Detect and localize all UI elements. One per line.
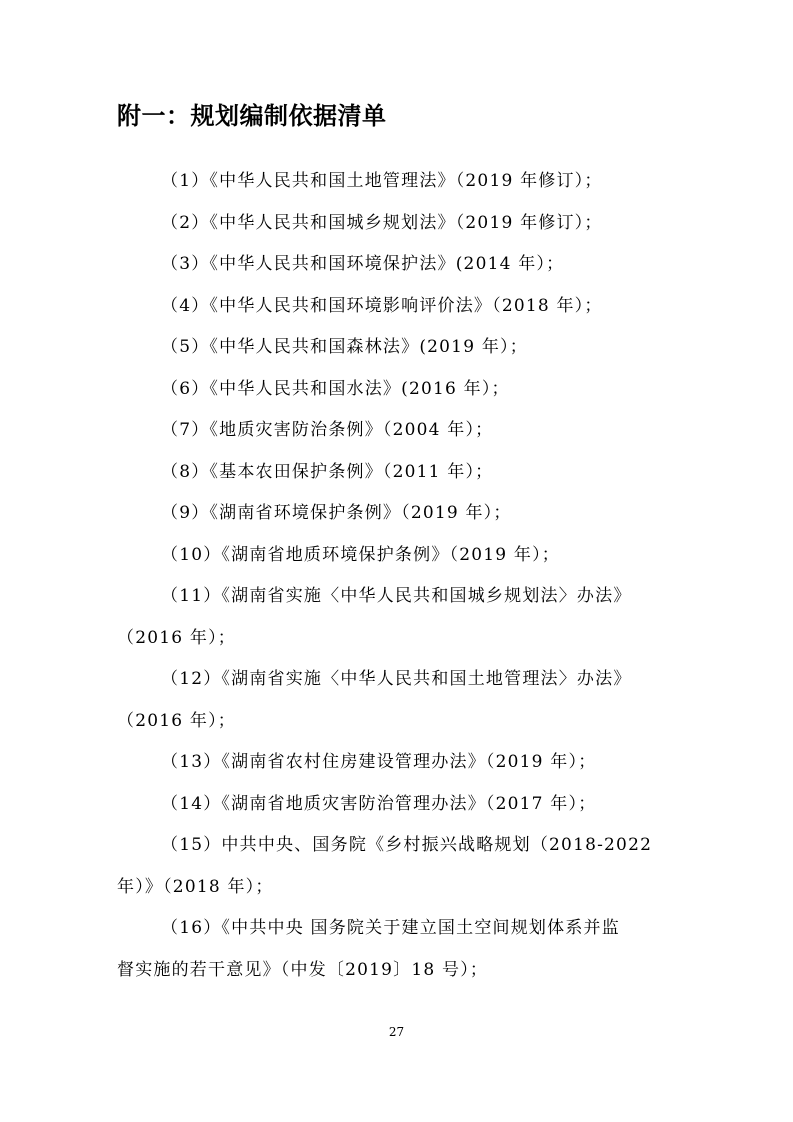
list-item-text: （6）《中华人民共和国水法》(2016 年）； <box>161 378 510 399</box>
list-item-continuation: 督实施的若干意见》（中发〔2019〕18 号）； <box>117 959 489 980</box>
list-item-text: （1）《中华人民共和国土地管理法》（2019 年修订）； <box>161 171 603 191</box>
list-item <box>117 576 677 659</box>
list-item-text: （5）《中华人民共和国森林法》(2019 年）； <box>161 337 528 357</box>
list-item <box>117 369 677 411</box>
list-item <box>117 535 677 577</box>
list-item <box>117 493 677 535</box>
list-item-text: （12）《湖南省实施〈中华人民共和国土地管理法〉办法》 <box>161 669 632 689</box>
list-item <box>117 659 677 742</box>
list-item-text: （8）《基本农田保护条例》（2011 年）； <box>161 461 494 482</box>
list-item <box>117 742 677 784</box>
list-item <box>117 203 677 245</box>
list-item-text: （3）《中华人民共和国环境保护法》(2014 年）； <box>161 254 565 274</box>
list-item <box>117 908 677 991</box>
list-item <box>117 452 677 494</box>
basis-list <box>117 161 677 991</box>
section-heading: 附一：规划编制依据清单 <box>117 102 387 130</box>
list-item <box>117 825 677 908</box>
list-item-text: （13）《湖南省农村住房建设管理办法》（2019 年）； <box>161 752 597 772</box>
list-item-text: （4）《中华人民共和国环境影响评价法》（2018 年）； <box>161 295 603 316</box>
list-item <box>117 244 677 286</box>
list-item-continuation: （2016 年）； <box>117 710 236 731</box>
list-item-text: （9）《湖南省环境保护条例》（2019 年）； <box>161 503 512 523</box>
list-item-text: （11）《湖南省实施〈中华人民共和国城乡规划法〉办法》 <box>161 586 632 606</box>
list-item <box>117 784 677 826</box>
list-item <box>117 161 677 203</box>
list-item-text: （2）《中华人民共和国城乡规划法》（2019 年修订）； <box>161 212 603 233</box>
list-item-continuation: （2016 年）； <box>117 627 236 648</box>
list-item-text: （10）《湖南省地质环境保护条例》（2019 年）； <box>161 544 560 565</box>
page-number: 27 <box>388 1025 405 1039</box>
list-item-text: （7）《地质灾害防治条例》（2004 年）； <box>161 420 494 440</box>
list-item-text: （14）《湖南省地质灾害防治管理办法》（2017 年）； <box>161 793 597 814</box>
list-item <box>117 410 677 452</box>
list-item <box>117 327 677 369</box>
list-item <box>117 286 677 328</box>
list-item-text: （15）中共中央、国务院《乡村振兴战略规划（2018-2022 <box>161 835 653 855</box>
list-item-continuation: 年）》（2018 年）； <box>117 876 274 897</box>
list-item-text: （16）《中共中央 国务院关于建立国土空间规划体系并监 <box>161 918 620 938</box>
